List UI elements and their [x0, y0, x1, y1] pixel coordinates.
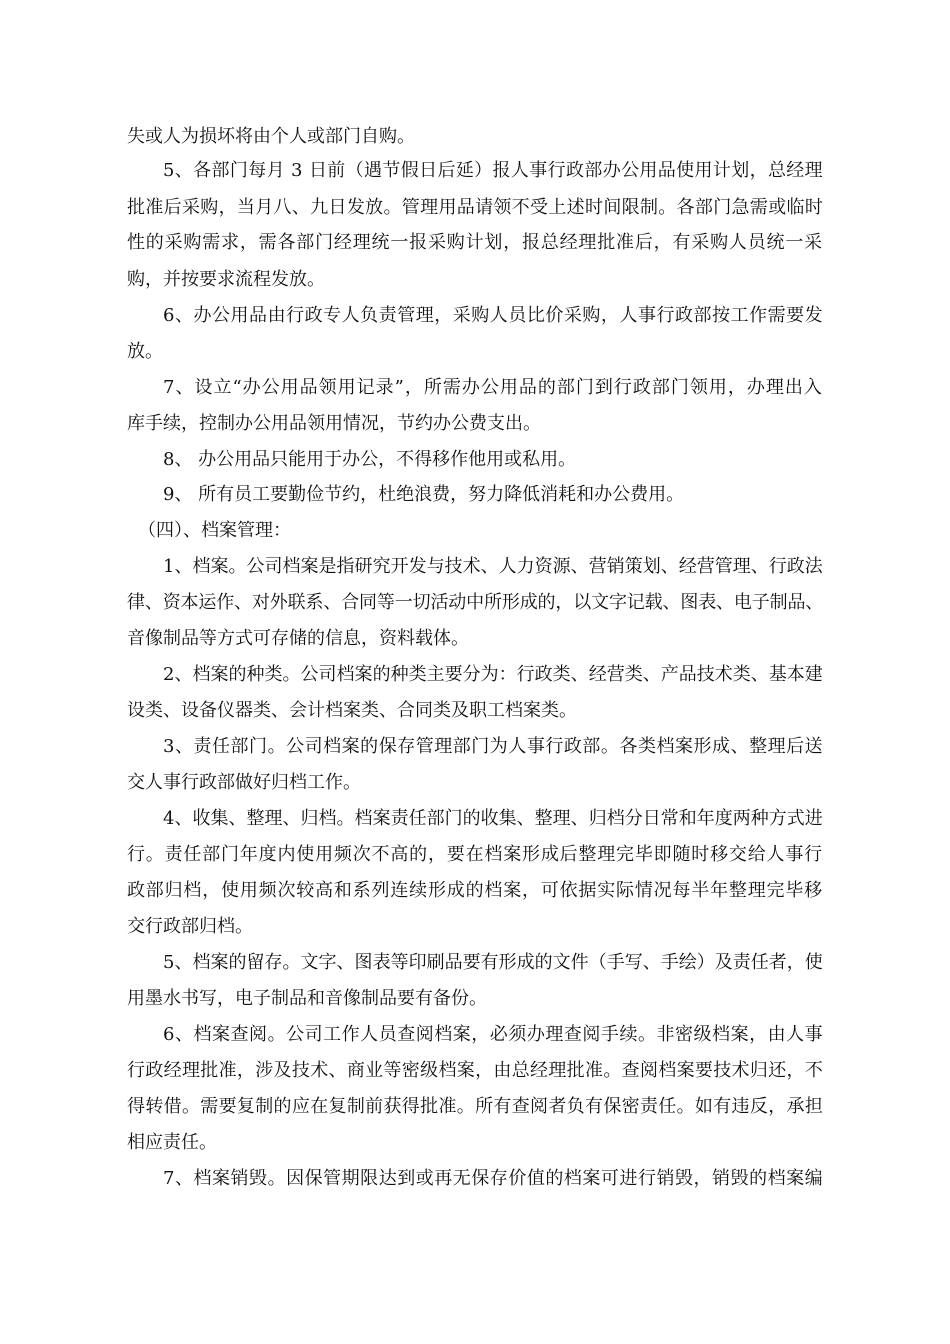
text-line: 库手续，控制办公用品领用情况，节约办公费支出。 — [127, 413, 541, 434]
text-line: 相应责任。 — [127, 1132, 217, 1153]
section-heading: （四）、档案管理： — [138, 520, 291, 541]
text-line: 律、资本运作、对外联系、合同等一切活动中所形成的，以文字记载、图表、电子制品、 — [127, 592, 824, 613]
text-line: 5、各部门每月 3 日前（遇节假日后延）报人事行政部办公用品使用计划，总经理 — [163, 160, 824, 181]
text-line: 性的采购需求，需各部门经理统一报采购计划，报总经理批准后，有采购人员统一采 — [127, 232, 823, 253]
text-line: 交行政部归档。 — [127, 916, 253, 937]
text-line: 5、档案的留存。文字、图表等印刷品要有形成的文件（手写、手绘）及责任者，使 — [163, 952, 823, 973]
text-line: 6、档案查阅。公司工作人员查阅档案，必须办理查阅手续。非密级档案，由人事 — [163, 1024, 824, 1045]
text-line: 3、责任部门。公司档案的保存管理部门为人事行政部。各类档案形成、整理后送 — [163, 736, 824, 757]
text-line: 4、收集、整理、归档。档案责任部门的收集、整理、归档分日常和年度两种方式进 — [163, 808, 823, 829]
text-line: 7、设立“办公用品领用记录”，所需办公用品的部门到行政部门领用，办理出入 — [163, 377, 823, 398]
text-line: 8、 办公用品只能用于办公，不得移作他用或私用。 — [163, 449, 577, 470]
text-line: 购，并按要求流程发放。 — [127, 269, 325, 290]
text-line: 行政经理批准，涉及技术、商业等密级档案，由总经理批准。查阅档案要技术归还，不 — [127, 1060, 824, 1081]
text-line: 音像制品等方式可存储的信息，资料载体。 — [127, 628, 469, 649]
text-line: 1、档案。公司档案是指研究开发与技术、人力资源、营销策划、经营管理、行政法 — [163, 556, 823, 577]
text-line: 设类、设备仪器类、会计档案类、合同类及职工档案类。 — [127, 700, 577, 721]
text-line: 政部归档，使用频次较高和系列连续形成的档案，可依据实际情况每半年整理完毕移 — [127, 880, 823, 901]
text-line: 6、办公用品由行政专人负责管理，采购人员比价采购，人事行政部按工作需要发 — [163, 305, 824, 326]
text-line: 批准后采购，当月八、九日发放。管理用品请领不受上述时间限制。各部门急需或临时 — [127, 197, 824, 218]
text-line: 9、 所有员工要勤俭节约，杜绝浪费，努力降低消耗和办公费用。 — [163, 484, 685, 505]
text-line: 用墨水书写，电子制品和音像制品要有备份。 — [127, 988, 487, 1009]
text-line: 失或人为损坏将由个人或部门自购。 — [127, 126, 415, 147]
text-line: 行。责任部门年度内使用频次不高的，要在档案形成后整理完毕即随时移交给人事行 — [127, 844, 823, 865]
text-line: 2、档案的种类。公司档案的种类主要分为：行政类、经营类、产品技术类、基本建 — [163, 664, 823, 685]
text-line: 放。 — [127, 341, 163, 362]
text-line: 交人事行政部做好归档工作。 — [127, 772, 361, 793]
text-line: 7、档案销毁。因保管期限达到或再无保存价值的档案可进行销毁，销毁的档案编 — [163, 1168, 824, 1189]
text-line: 得转借。需要复制的应在复制前获得批准。所有查阅者负有保密责任。如有违反，承担 — [127, 1096, 824, 1117]
